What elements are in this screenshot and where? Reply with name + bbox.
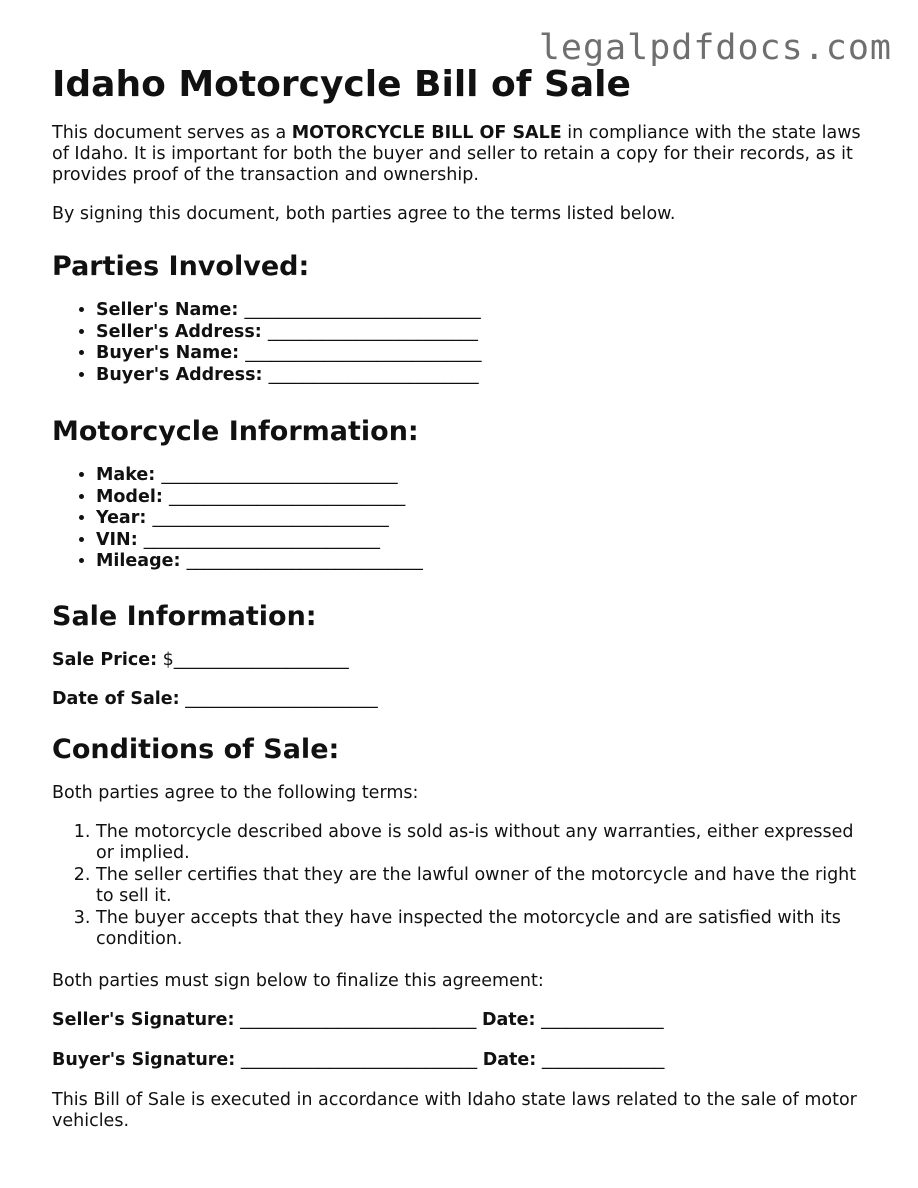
sale-date-line — [52, 689, 872, 710]
conditions-heading: Conditions of Sale: — [52, 733, 340, 765]
seller-signature-line — [52, 1010, 872, 1031]
seller-date-blank[interactable]: ______________ — [541, 1009, 664, 1030]
field-label: Model: — [96, 486, 163, 507]
intro-strong: MOTORCYCLE BILL OF SALE — [291, 123, 562, 143]
intro-paragraph — [52, 123, 872, 186]
intro-before: This document serves as a — [52, 123, 292, 143]
buyer-signature-label: Buyer's Signature: — [52, 1049, 236, 1070]
agree-paragraph: By signing this document, both parties agree to the terms listed below. — [52, 204, 676, 224]
list-item — [96, 487, 872, 509]
sale-price-line — [52, 650, 872, 671]
parties-list — [52, 300, 872, 386]
watermark: legalpdfdocs.com — [538, 28, 892, 68]
list-item — [96, 508, 872, 530]
buyer-date-blank[interactable]: ______________ — [541, 1049, 665, 1070]
field-label: Year: — [96, 508, 147, 528]
blank-line[interactable]: ________________________ — [267, 321, 478, 342]
seller-signature-label: Seller's Signature: — [52, 1009, 235, 1030]
field-label: VIN: — [96, 529, 138, 550]
seller-date-label: Date: — [481, 1009, 536, 1030]
field-label: Mileage: — [96, 551, 181, 571]
list-item — [96, 365, 872, 387]
sale-price-label: Sale Price: — [52, 649, 158, 670]
page-title: Idaho Motorcycle Bill of Sale — [52, 64, 631, 105]
list-item — [96, 322, 872, 344]
sign-lead: Both parties must sign below to finalize this agreement: — [52, 970, 544, 991]
sale-date-blank[interactable]: ______________________ — [185, 688, 378, 709]
motorcycle-heading: Motorcycle Information: — [52, 416, 419, 447]
document-page — [52, 64, 872, 1150]
sale-price-blank[interactable]: $____________________ — [162, 649, 349, 670]
blank-line[interactable]: ___________________________ — [168, 486, 406, 507]
list-item — [96, 551, 872, 573]
sale-heading: Sale Information: — [52, 600, 317, 632]
list-item — [96, 300, 872, 322]
intro-after: in compliance with the state laws of Idaho. It is important for both the buyer and seller to retain a copy for their records, as it provides proof of the transaction and ownership. — [52, 123, 861, 185]
list-item: 3. The buyer accepts that they have inspected the motorcycle and are satisfied with its condition. — [96, 908, 872, 951]
list-item — [96, 530, 872, 552]
list-item — [96, 343, 872, 365]
sale-date-label: Date of Sale: — [52, 688, 180, 709]
blank-line[interactable]: ___________________________ — [245, 343, 482, 363]
seller-signature-blank[interactable]: ___________________________ — [240, 1009, 477, 1030]
field-label: Buyer's Address: — [96, 364, 263, 385]
field-label: Buyer's Name: — [96, 343, 240, 363]
buyer-signature-line — [52, 1050, 872, 1071]
field-label: Make: — [96, 465, 156, 485]
motorcycle-list — [52, 465, 872, 573]
blank-line[interactable]: ___________________________ — [161, 465, 398, 485]
buyer-signature-blank[interactable]: ___________________________ — [240, 1049, 478, 1070]
buyer-date-label: Date: — [482, 1049, 537, 1070]
list-item: 2. The seller certifies that they are the lawful owner of the motorcycle and have the right to sell it. — [96, 865, 872, 908]
blank-line[interactable]: ___________________________ — [143, 529, 381, 550]
conditions-lead: Both parties agree to the following terms: — [52, 782, 419, 803]
list-item: 1. The motorcycle described above is sold as-is without any warranties, either expressed or implied. — [96, 822, 872, 865]
blank-line[interactable]: ___________________________ — [186, 551, 423, 571]
list-item — [96, 465, 872, 487]
field-label: Seller's Name: — [96, 300, 239, 320]
blank-line[interactable]: ________________________ — [268, 364, 479, 385]
blank-line[interactable]: ___________________________ — [244, 300, 481, 320]
field-label: Seller's Address: — [96, 321, 262, 342]
closing-paragraph: This Bill of Sale is executed in accordance with Idaho state laws related to the sale of motor vehicles. — [52, 1089, 857, 1131]
parties-heading: Parties Involved: — [52, 251, 310, 282]
conditions-list — [52, 822, 872, 951]
blank-line[interactable]: ___________________________ — [152, 508, 389, 528]
